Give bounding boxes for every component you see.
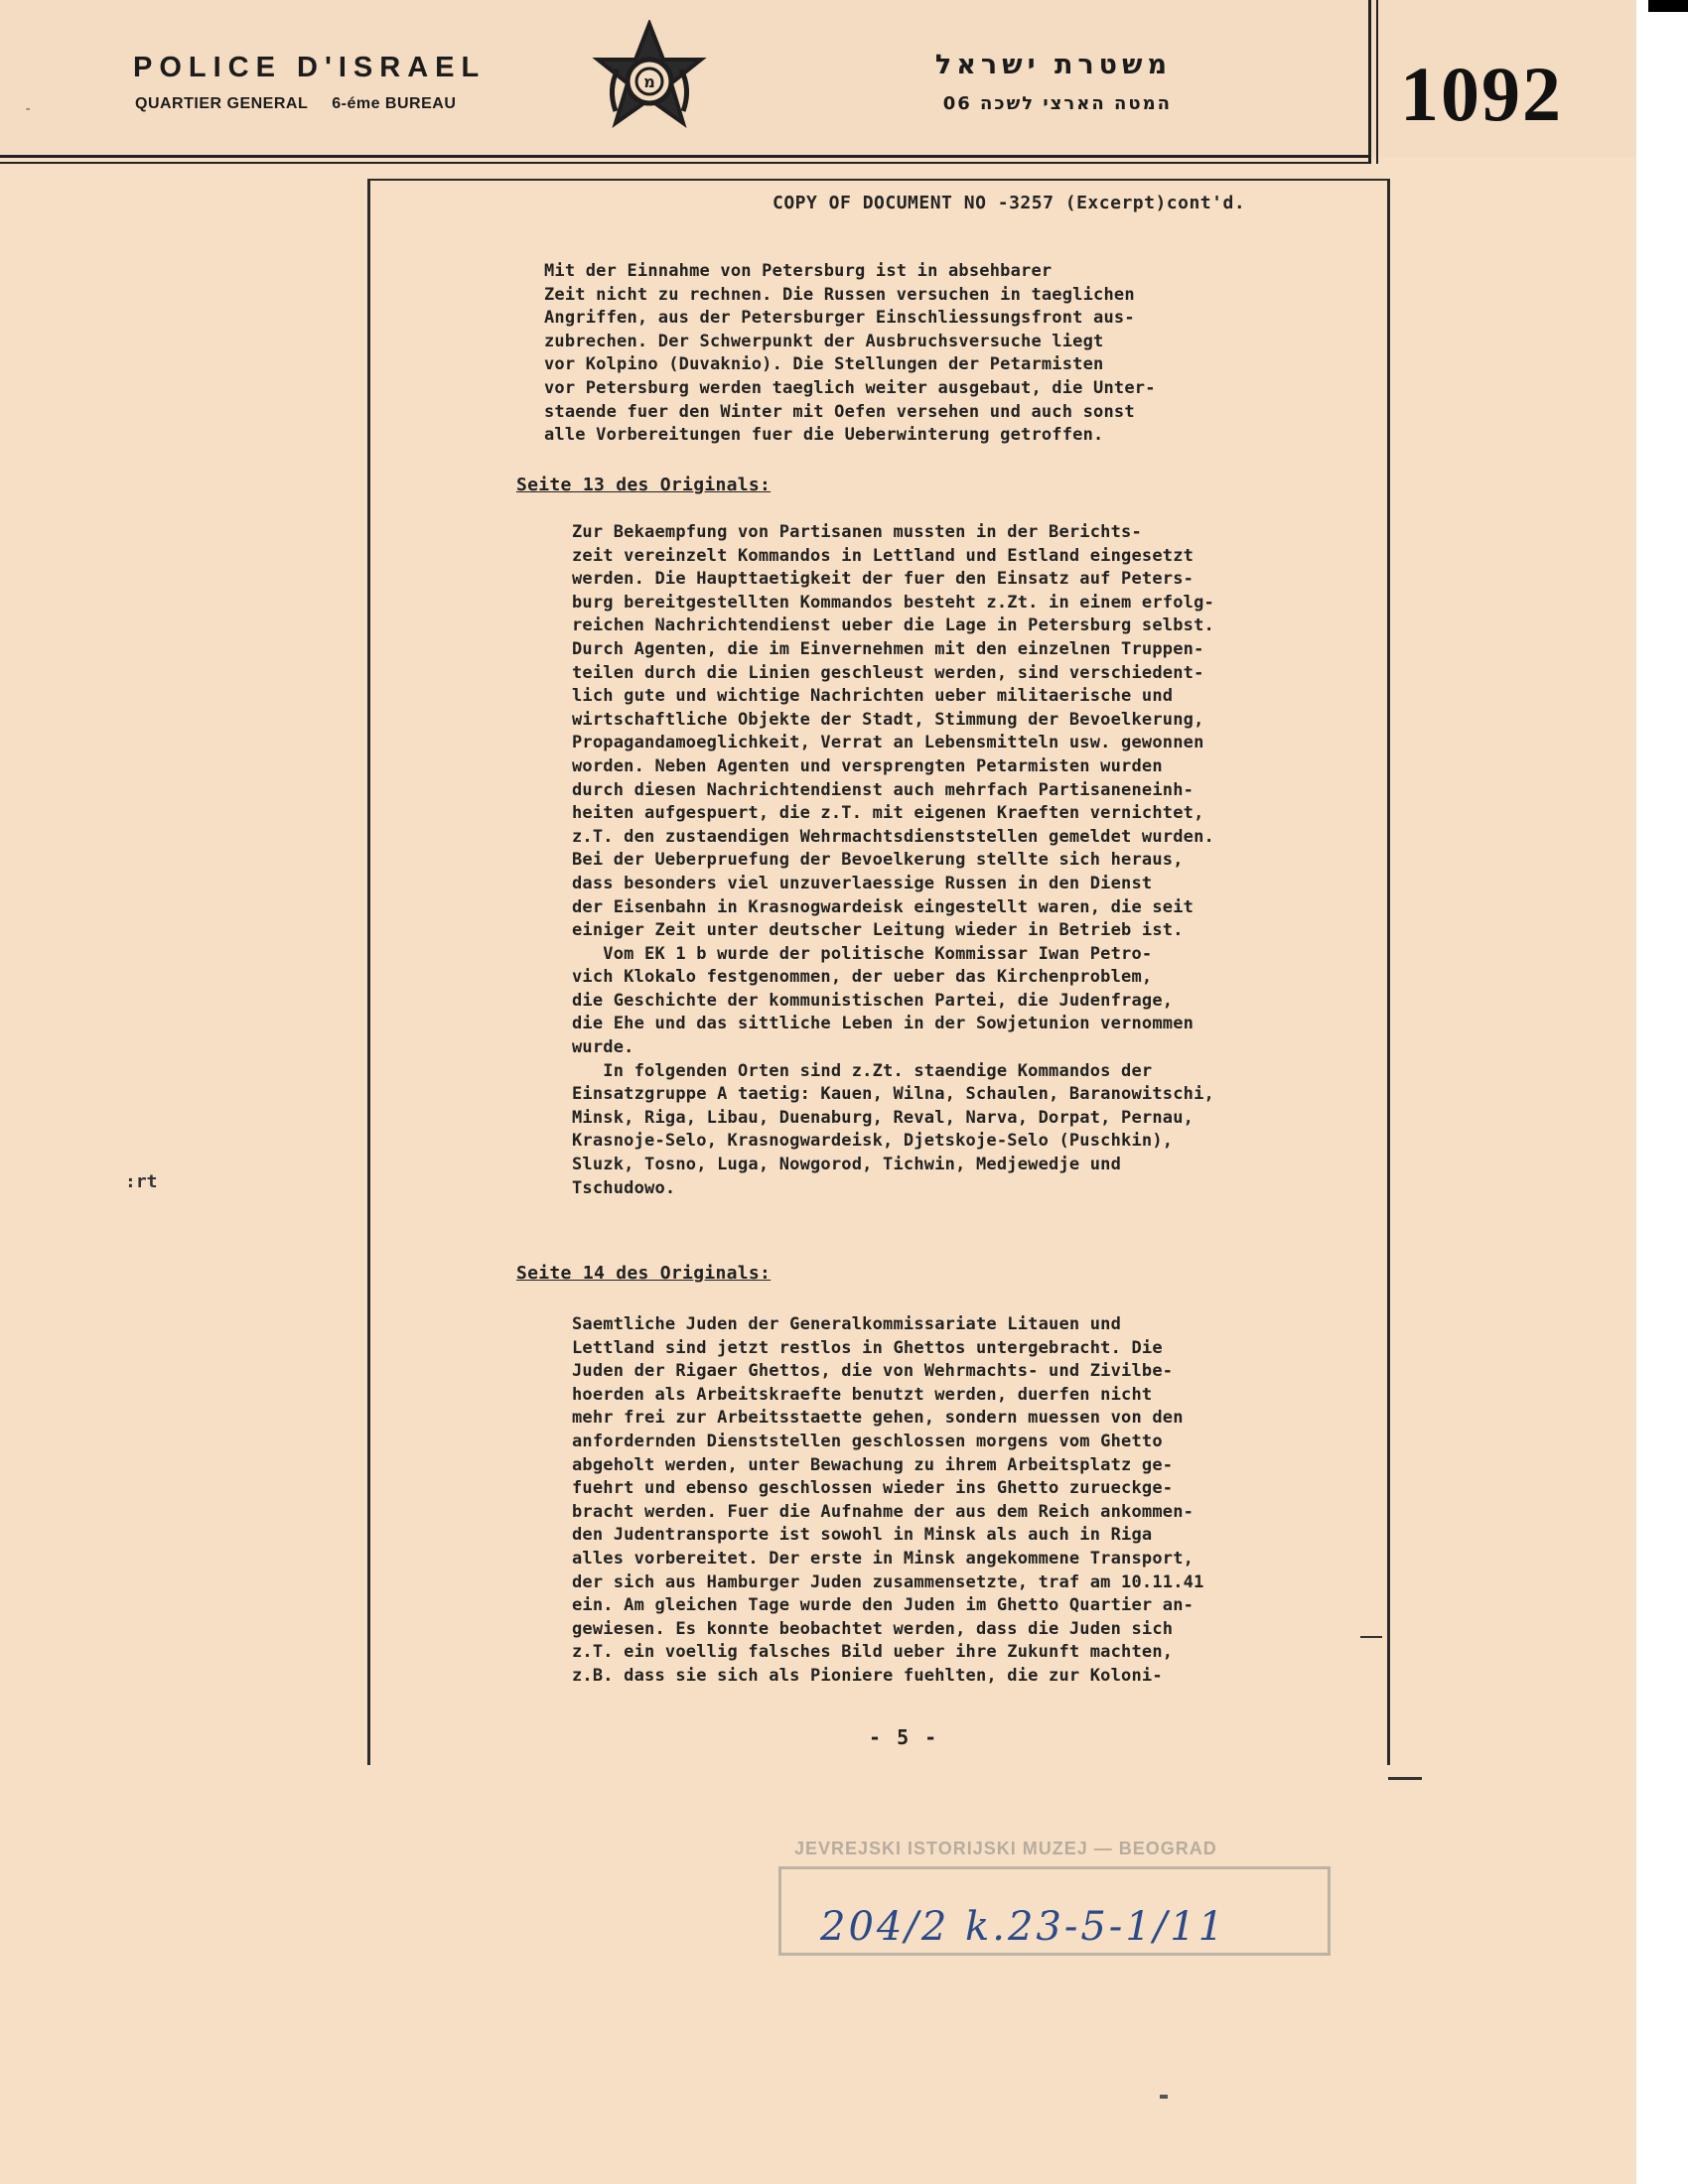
document-title: COPY OF DOCUMENT NO -3257 (Excerpt)cont'd. [773,193,1246,213]
page-number: - 5 - [869,1725,939,1749]
number-box-rule [1376,0,1378,164]
section-heading-seite-14: Seite 14 des Originals: [516,1263,772,1284]
scan-edge [1636,0,1688,2184]
scan-speck [1160,2095,1168,2099]
scan-corner-mark [1648,0,1688,12]
frame-bottom-mark [1388,1777,1422,1780]
svg-text:מ: מ [643,72,655,91]
org-name-french: POLICE D'ISRAEL [133,52,487,83]
margin-tick: - [24,101,33,117]
org-subtitle-french [135,95,456,113]
frame-tick [1360,1636,1382,1638]
document-number: 1092 [1400,51,1563,137]
paragraph-ghettos: Saemtliche Juden der Generalkommissariate Litauen und Lettland sind jetzt restlos in Ghettos untergebracht. Die Juden der Rigaer Ghettos, die von Wehrmachts- und Zivilbe- hoerden als Arbeitskraefte benutzt werden, duerfen nicht mehr frei zur Arbeitsstaette gehen, sondern muessen von den anfordernden Dienststellen geschlossen morgens vom Ghetto abgeholt werden, unter Bewachung zu ihrem Arbeitsplatz ge- fuehrt und ebenso geschlossen wieder ins Ghetto zurueckge- bracht werden. Fuer die Aufnahme der aus dem Reich ankommen- den Judentransporte ist sowohl in Minsk als auch in Riga alles vorbereitet. Der erste in Minsk angekommene Transport, der sich aus Hamburger Juden zusammensetzte, traf am 10.11.41 ein. Am gleichen Tage wurde den Juden im Ghetto Quartier an- gewiesen. Es konnte beobachtet werden, dass die Juden sich z.T. ein voellig falsches Bild ueber ihre Zukunft machten, z.B. dass sie sich als Pioniere fuehlten, die zur Koloni- [572,1314,1204,1686]
bureau-label: 6-éme BUREAU [332,95,457,112]
letterhead-rule [0,162,1370,164]
quartier-general-label: QUARTIER GENERAL [135,95,309,112]
police-star-emblem-icon [588,20,711,143]
margin-note: :rt [125,1171,158,1192]
number-box-rule [1368,0,1371,164]
letterhead-rule [0,155,1370,158]
archive-reference-handwritten: 204/2 k.23-5-1/11 [820,1904,1227,1950]
museum-stamp-text: JEVREJSKI ISTORIJSKI MUZEJ — BEOGRAD [794,1839,1217,1858]
org-subtitle-hebrew: המטה הארצי לשכה 06 [942,93,1172,114]
paragraph-partisanen: Zur Bekaempfung von Partisanen mussten in der Berichts- zeit vereinzelt Kommandos in Lettland und Estland eingesetzt werden. Die Haupttaetigkeit der fuer den Einsatz auf Peters- burg bereitgestellten Kommandos besteht z.Zt. in einem erfolg- reichen Nachrichtendienst ueber die Lage in Petersburg selbst. Durch Agenten, die im Einvernehmen mit den einzelnen Truppen- teilen durch die Linien geschleust werden, sind verschiedent- lich gute und wichtige Nachrichten ueber militaerische und wirtschaftliche Objekte der Stadt, Stimmung der Bevoelkerung, Propagandamoeglichkeit, Verrat an Lebensmitteln usw. gewonnen worden. Neben Agenten und versprengten Petarmisten wurden durch diesen Nachrichtendienst auch mehrfach Partisaneneinh- heiten aufgespuert, die z.T. mit eigenen Kraeften vernichtet, z.T. den zustaendigen Wehrmachtsdienststellen gemeldet wurden. Bei der Ueberpruefung der Bevoelkerung stellte sich heraus, dass besonders viel unzuverlaessige Russen in den Dienst der Eisenbahn in Krasnogwardeisk eingestellt waren, die seit einiger Zeit unter deutscher Leitung wieder in Betrieb ist. Vom EK 1 b wurde der politische Kommissar Iwan Petro- vich Klokalo festgenommen, der ueber das Kirchenproblem, die Geschichte der kommunistischen Partei, die Judenfrage, die Ehe und das sittliche Leben in der Sowjetunion vernommen wurde. In folgenden Orten sind z.Zt. staendige Kommandos der Einsatzgruppe A taetig: Kauen, Wilna, Schaulen, Baranowitschi, Minsk, Riga, Libau, Duenaburg, Reval, Narva, Dorpat, Pernau, Krasnoje-Selo, Krasnogwardeisk, Djetskoje-Selo (Puschkin), Sluzk, Tosno, Luga, Nowgorod, Tichwin, Medjewedje und Tschudowo. [572,522,1214,1198]
paragraph-petersburg: Mit der Einnahme von Petersburg ist in absehbarer Zeit nicht zu rechnen. Die Russen versuchen in taeglichen Angriffen, aus der Petersburger Einschliessungsfront aus- zubrechen. Der Schwerpunkt der Ausbruchsversuche liegt vor Kolpino (Duvaknio). Die Stellungen der Petarmisten vor Petersburg werden taeglich weiter ausgebaut, die Unter- staende fuer den Winter mit Oefen versehen und auch sonst alle Vorbereitungen fuer die Ueberwinterung getroffen. [544,261,1156,446]
letterhead [0,0,1636,157]
section-heading-seite-13: Seite 13 des Originals: [516,475,772,495]
org-name-hebrew: משטרת ישראל [934,50,1172,80]
